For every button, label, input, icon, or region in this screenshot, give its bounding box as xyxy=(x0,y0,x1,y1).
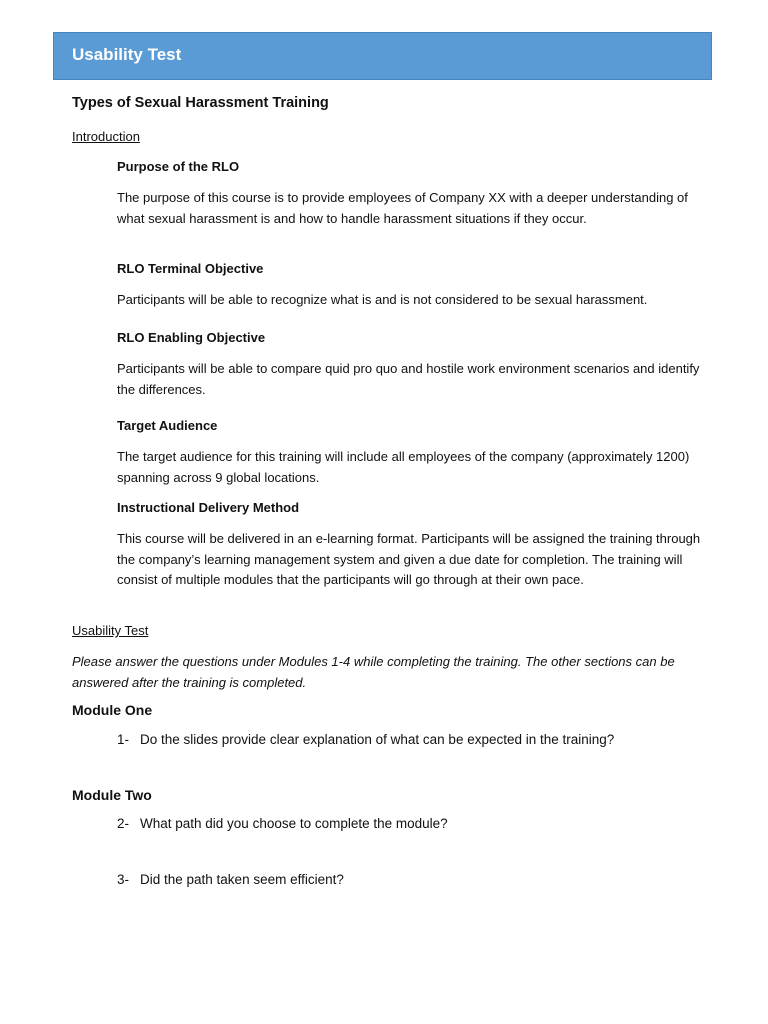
question-number: 1- xyxy=(117,732,130,747)
document-title: Types of Sexual Harassment Training xyxy=(72,95,329,111)
usability-test-note: Please answer the questions under Modules 1-4 while completing the training. The other sections can be answered after the training is completed. xyxy=(72,654,675,690)
question-3 xyxy=(117,872,344,887)
question-1 xyxy=(117,732,614,747)
delivery-method-text: This course will be delivered in an e-learning format. Participants will be assigned the training through the company’s learning management system and given a due date for completion. The training will consist of multiple modules that the participants will go through at their own pace. xyxy=(117,531,701,587)
question-text: Do the slides provide clear explanation of what can be expected in the training? xyxy=(140,732,615,747)
purpose-heading: Purpose of the RLO xyxy=(117,159,240,174)
terminal-objective-text: Participants will be able to recognize what is and is not considered to be sexual harassment. xyxy=(117,292,648,307)
question-text: Did the path taken seem efficient? xyxy=(140,872,344,887)
usability-test-heading: Usability Test xyxy=(72,623,149,638)
module-two-heading: Module Two xyxy=(72,787,152,803)
question-text: What path did you choose to complete the module? xyxy=(140,816,448,831)
module-one-heading: Module One xyxy=(72,702,153,718)
delivery-method-heading: Instructional Delivery Method xyxy=(117,500,300,515)
terminal-objective-heading: RLO Terminal Objective xyxy=(117,261,264,276)
question-number: 2- xyxy=(117,816,130,831)
header-bar xyxy=(53,32,712,80)
question-2 xyxy=(117,816,448,831)
enabling-objective-heading: RLO Enabling Objective xyxy=(117,330,266,345)
purpose-text: The purpose of this course is to provide employees of Company XX with a deeper understanding of what sexual harassment is and how to handle harassment situations if they occur. xyxy=(117,190,688,226)
target-audience-heading: Target Audience xyxy=(117,418,218,433)
header-title: Usability Test xyxy=(72,45,182,64)
target-audience-text: The target audience for this training will include all employees of the company (approximately 1200) spanning across 9 global locations. xyxy=(117,449,690,485)
introduction-heading: Introduction xyxy=(72,129,140,144)
enabling-objective-text: Participants will be able to compare quid pro quo and hostile work environment scenarios and identify the differences. xyxy=(117,361,700,397)
question-number: 3- xyxy=(117,872,130,887)
